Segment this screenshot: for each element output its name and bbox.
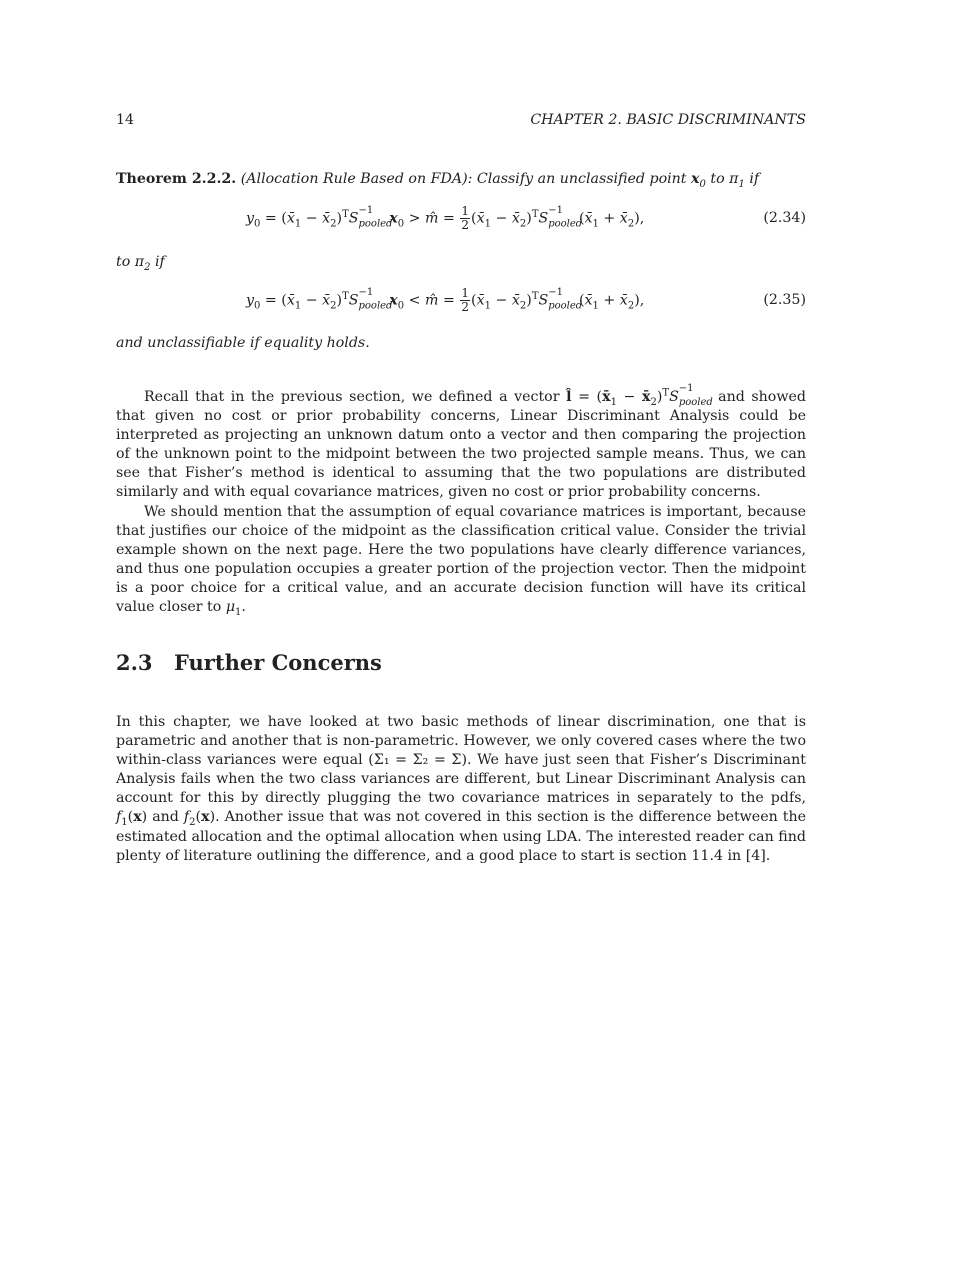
theorem-label: Theorem 2.2.2. <box>116 171 237 187</box>
body-paragraphs <box>116 383 806 618</box>
paragraph: We should mention that the assumption of equal covariance matrices is important, because that justifies our choice of the midpoint as the classification critical value. Consider the trivial example shown on the next page. Here the two populations have clearly difference variances, and thus one population occupies a greater portion of the projection vector. Then the midpoint is a poor choice for a critical value, and an accurate decision function will have its critical value closer to $\mu_1$. <box>116 503 806 618</box>
section-heading <box>116 650 806 676</box>
theorem-case-2: to $\pi_2$ if <box>116 254 165 273</box>
equation-2-35: $y_0$ = ($x̄_1$ − $x̄_2)^TS_{pooled}^{-1}x_0$ < m̂ = $\frac{1}{2}$ ($x̄_1$ − $x̄_2)^TS_{pooled}^{-1}(x̄_1$ + $x̄_2$), (2.35) <box>246 286 806 314</box>
section-title: Further Concerns <box>174 650 382 675</box>
theorem-closing: and unclassifiable if equality holds. <box>116 335 370 351</box>
paragraph: Recall that in the previous section, we defined a vector l̂ = ($x̄_1$ − $x̄_2)^TS_{pooled}^{-1}$ and showed that given no cost or prior probability concerns, Linear Discriminant Analysis could be interpreted as projecting an unknown datum onto a vector and then comparing the projection of the unknown point to the midpoint between the two projected sample means. Thus, we can see that Fisher’s method is identical to assuming that the two populations are distributed similarly and with equal covariance matrices, given no cost or prior probability concerns. <box>116 383 806 501</box>
equation-2-34: $y_0$ = ($x̄_1$ − $x̄_2)^TS_{pooled}^{-1}x_0$ > m̂ = $\frac{1}{2}$ ($x̄_1$ − $x̄_2)^TS_{pooled}^{-1}(x̄_1$ + $x̄_2$), (2.34) <box>246 204 806 232</box>
page-number: 14 <box>116 112 135 128</box>
page <box>116 0 806 1267</box>
section-number: 2.3 <box>116 650 153 675</box>
paragraph: In this chapter, we have looked at two basic methods of linear discrimination, one that is parametric and another that is non-parametric. However, we only covered cases where the two within-class variances were equal (Σ₁ = Σ₂ = Σ). We have just seen that Fisher’s Discriminant Analysis fails when the two class variances are different, but Linear Discriminant Analysis can account for this by directly plugging the two covariance matrices in separately to the pdfs, $f_1(x)$ and $f_2(x)$. Another issue that was not covered in this section is the difference between the estimated allocation and the optimal allocation when using LDA. The interested reader can find plenty of literature outlining the difference, and a good place to start is section 11.4 in [4]. <box>116 714 806 864</box>
equation-number: (2.35) <box>763 292 806 308</box>
theorem-statement: Theorem 2.2.2. (Allocation Rule Based on FDA): Classify an unclassified point $x_0$ to $\pi_1$ if <box>116 171 760 190</box>
equation-number: (2.34) <box>763 210 806 226</box>
running-title: CHAPTER 2. BASIC DISCRIMINANTS <box>530 112 806 128</box>
body-paragraphs <box>116 713 806 866</box>
running-header <box>116 111 806 131</box>
theorem-intro: (Allocation Rule Based on FDA): Classify an unclassified point <box>240 171 687 187</box>
